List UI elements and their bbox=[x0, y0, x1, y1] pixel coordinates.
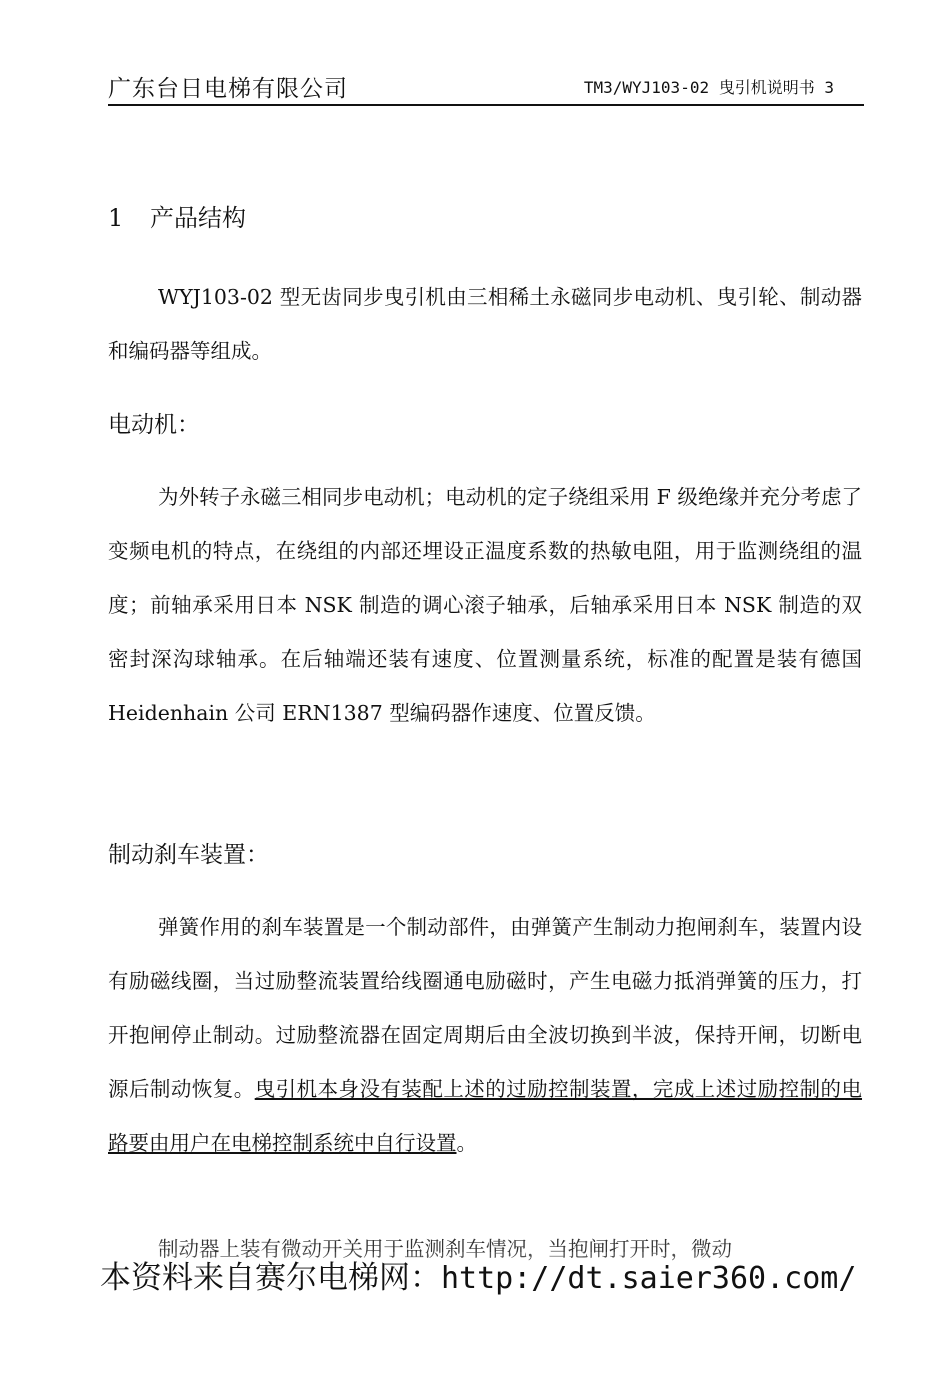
watermark-url: http://dt.saier360.com/ bbox=[441, 1261, 857, 1296]
section-title: 产品结构 bbox=[150, 204, 246, 232]
section-number: 1 bbox=[108, 204, 124, 232]
brake-heading: 制动刹车装置： bbox=[108, 842, 269, 868]
header-company: 广东台日电梯有限公司 bbox=[108, 76, 348, 102]
section-heading bbox=[108, 198, 246, 233]
brake-paragraph bbox=[108, 900, 862, 1170]
motor-heading: 电动机： bbox=[108, 412, 200, 438]
brake-text-end: 。 bbox=[456, 1131, 477, 1155]
motor-paragraph: 为外转子永磁三相同步电动机；电动机的定子绕组采用 F 级绝缘并充分考虑了变频电机的特点，在绕组的内部还埋设正温度系数的热敏电阻，用于监测绕组的温度；前轴承采用日本 NSK 制造的调心滚子轴承，后轴承采用日本 NSK 制造的双密封深沟球轴承。在后轴端还装有速度、位置测量系统，标准的配置是装有德国 Heidenhain 公司 ERN1387 型编码器作速度、位置反馈。 bbox=[108, 485, 862, 725]
brake-next-line: 制动器上装有微动开关用于监测刹车情况，当抱闸打开时，微动 bbox=[158, 1237, 732, 1261]
intro-paragraph: WYJ103-02 型无齿同步曳引机由三相稀土永磁同步电动机、曳引轮、制动器和编码器等组成。 bbox=[108, 285, 862, 363]
watermark-prefix: 本资料来自赛尔电梯网： bbox=[100, 1260, 441, 1296]
page-header bbox=[108, 66, 864, 106]
header-doc-title: TM3/WYJ103-02 曳引机说明书 3 bbox=[583, 78, 834, 97]
watermark bbox=[100, 1252, 856, 1297]
brake-text: 弹簧作用的刹车装置是一个制动部件，由弹簧产生制动力抱闸刹车，装置内设有励磁线圈，当过励整流装置给线圈通电励磁时，产生电磁力抵消弹簧的压力，打开抱闸停止制动。过励整流器在固定周期后由全波切换到半波，保持开闸，切断电源后制动恢复。 bbox=[108, 915, 862, 1101]
brake-underlined-note: 曳引机本身没有装配上述的过励控制装置，完成上述过励控制的电路要由用户在电梯控制系统中自行设置 bbox=[108, 1077, 863, 1155]
